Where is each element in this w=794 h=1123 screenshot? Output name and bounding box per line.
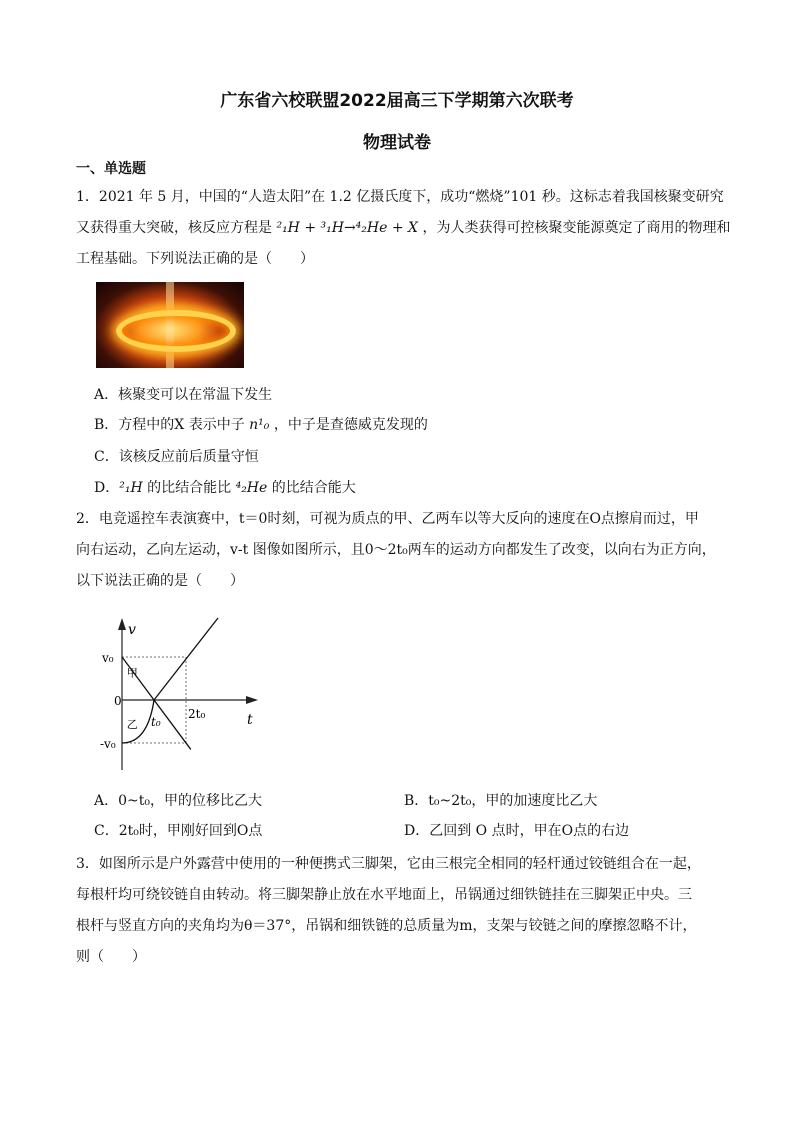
q1-option-d-pre: D． — [94, 480, 120, 496]
q1-option-a[interactable]: A．核聚变可以在常温下发生 — [94, 387, 273, 403]
q1-option-d[interactable] — [94, 477, 356, 497]
q2-line3: 以下说法正确的是（ ） — [76, 573, 244, 589]
q3-line3: 根杆与竖直方向的夹角均为θ＝37°，吊锅和细铁链的总质量为m，支架与铰链之间的摩擦忽略不计， — [76, 918, 697, 934]
section-heading: 一、单选题 — [76, 161, 146, 177]
q2-option-c[interactable]: C．2t₀时，甲刚好回到O点 — [94, 823, 263, 839]
x-tick-2t0: 2t₀ — [188, 707, 206, 721]
series-yi-label: 乙 — [126, 717, 138, 731]
q1-option-c[interactable]: C．该核反应前后质量守恒 — [94, 449, 259, 465]
q1-option-b-pre: B．方程中的X 表示中子 — [94, 417, 250, 433]
exam-title: 广东省六校联盟2022届高三下学期第六次联考 — [220, 91, 574, 111]
exam-subtitle: 物理试卷 — [363, 133, 431, 153]
y-tick-v0: v₀ — [102, 651, 114, 665]
vt-chart — [100, 610, 270, 780]
x-tick-t0: t₀ — [151, 715, 161, 729]
q3-line2: 每根杆均可绕铰链自由转动。将三脚架静止放在水平地面上，吊锅通过细铁链挂在三脚架正中央。三 — [76, 887, 692, 903]
y-axis-label: v — [128, 622, 136, 638]
q2-option-a[interactable]: A．0~t₀，甲的位移比乙大 — [94, 793, 262, 809]
q1-line1: 1．2021 年 5 月，中国的“人造太阳”在 1.2 亿摄氏度下，成功“燃烧”101 秒。这标志着我国核聚变研究 — [76, 189, 724, 205]
fusion-reactor-photo-icon — [96, 282, 244, 368]
q1-option-b[interactable] — [94, 414, 428, 434]
q3-line1: 3．如图所示是户外露营中使用的一种便携式三脚架，它由三根完全相同的轻杆通过铰链组合在一起， — [76, 856, 701, 872]
q2-line1: 2．电竞遥控车表演赛中，t＝0时刻，可视为质点的甲、乙两车以等大反向的速度在O点擦肩而过，甲 — [76, 511, 699, 527]
y-axis-arrow-icon — [118, 618, 126, 630]
q1-option-b-post: ，中子是查德威克发现的 — [269, 417, 428, 433]
q3-line4: 则（ ） — [76, 949, 146, 965]
neutron-symbol: n¹₀ — [249, 417, 270, 433]
q1-option-d-post: 的比结合能大 — [267, 480, 356, 496]
q1-line2 — [76, 217, 730, 237]
series-jia-label: 甲 — [126, 666, 138, 680]
q1-line2-post: ，为人类获得可控核聚变能源奠定了商用的物理和 — [418, 220, 731, 236]
y-tick-neg-v0: -v₀ — [100, 737, 116, 751]
q1-line2-pre: 又获得重大突破，核反应方程是 — [76, 220, 277, 236]
q2-line2: 向右运动，乙向左运动，v-t 图像如图所示，且0～2t₀两车的运动方向都发生了改变，以向右为正方向， — [76, 542, 716, 558]
deuterium-symbol: ²₁H — [119, 480, 143, 496]
x-axis-arrow-icon — [246, 696, 258, 704]
photo-ring — [116, 310, 236, 352]
q1-line3: 工程基础。下列说法正确的是（ ） — [76, 251, 314, 267]
q2-option-b[interactable]: B．t₀~2t₀，甲的加速度比乙大 — [404, 793, 598, 809]
q1-option-d-mid: 的比结合能比 — [142, 480, 236, 496]
helium-symbol: ⁴₂He — [235, 480, 268, 496]
x-axis-label: t — [247, 712, 253, 728]
q2-option-d[interactable]: D．乙回到 O 点时，甲在O点的右边 — [404, 823, 630, 839]
q1-equation: ²₁H + ³₁H→⁴₂He + X — [276, 220, 418, 236]
y-tick-zero: 0 — [114, 694, 122, 708]
